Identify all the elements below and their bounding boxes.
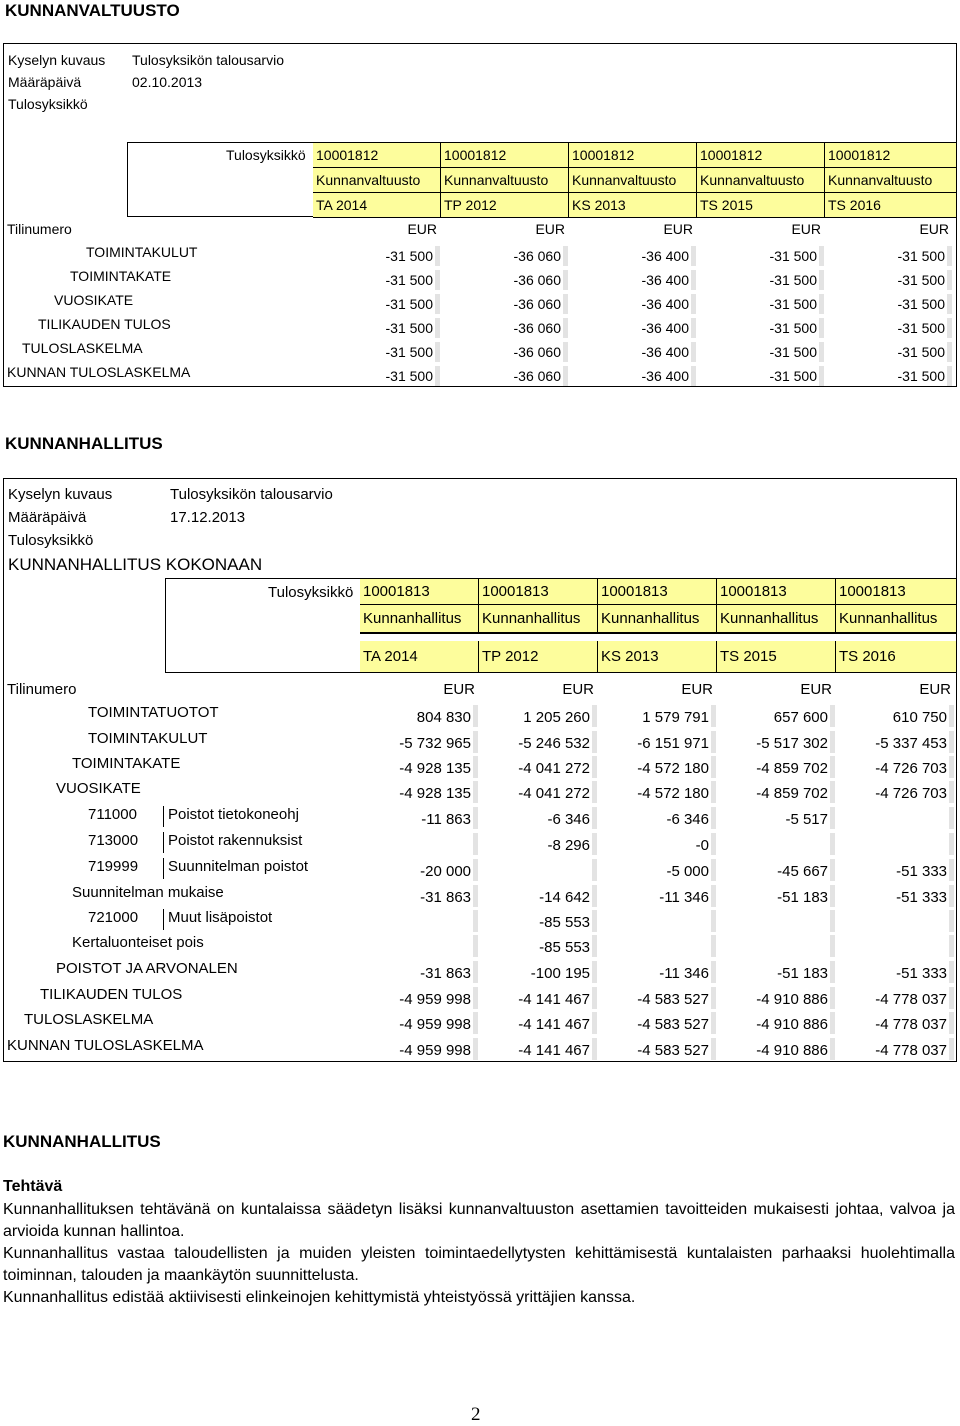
table-cell: -4 859 702	[756, 785, 828, 802]
table-cell: -4 141 467	[518, 1042, 590, 1059]
table-cell: -31 500	[769, 296, 817, 312]
table-cell: -85 553	[539, 939, 590, 956]
cell-shade	[592, 756, 597, 778]
table-cell: 657 600	[773, 709, 828, 726]
row-label: KUNNAN TULOSLASKELMA	[7, 364, 191, 380]
table-cell: -36 400	[641, 272, 689, 288]
cell-shade	[435, 318, 440, 338]
header-cell: Kunnanhallitus	[479, 605, 598, 633]
row-label: TOIMINTAKULUT	[88, 730, 208, 747]
header-cell: 10001813	[836, 579, 957, 605]
row-separator	[163, 858, 164, 879]
table-cell: -20 000	[420, 863, 471, 880]
cell-shade	[435, 342, 440, 362]
table-cell: -36 060	[513, 248, 561, 264]
table-cell: -14 642	[539, 889, 590, 906]
account-code: 713000	[88, 832, 139, 849]
cell-shade	[473, 705, 478, 727]
cell-shade	[830, 885, 835, 907]
table-cell: -4 141 467	[518, 991, 590, 1008]
table-cell: -5 517 302	[756, 735, 828, 752]
cell-shade	[592, 731, 597, 753]
cell-shade	[435, 270, 440, 290]
table-cell: -51 333	[896, 889, 947, 906]
table-cell: -4 583 527	[637, 991, 709, 1008]
row-label: TOIMINTAKATE	[70, 268, 172, 284]
table-cell: -31 500	[897, 344, 945, 360]
account-code: 721000	[88, 909, 139, 926]
row-label: Poistot tietokoneohj	[168, 806, 299, 823]
header-cell: Kunnanvaltuusto	[441, 168, 569, 193]
text-subheading: Tehtävä	[3, 1178, 63, 1195]
meta-value: Tulosyksikön talousarvio	[132, 52, 284, 68]
cell-shade	[947, 294, 952, 314]
header-cell: TA 2014	[360, 641, 479, 673]
cell-shade	[592, 859, 597, 881]
header-cell: Kunnanvaltuusto	[697, 168, 825, 193]
meta-label: Tulosyksikkö	[8, 96, 88, 112]
table-cell: -4 959 998	[399, 1016, 471, 1033]
currency-label: EUR	[663, 221, 693, 237]
cell-shade	[691, 318, 696, 338]
cell-shade	[592, 781, 597, 803]
table-cell: -11 863	[421, 811, 471, 828]
table-cell: -4 778 037	[875, 1042, 947, 1059]
header-cell: 10001812	[313, 143, 441, 168]
cell-shade	[563, 342, 568, 362]
header-cell: Kunnanvaltuusto	[569, 168, 697, 193]
table-cell: -31 500	[897, 248, 945, 264]
table-cell: -5 000	[666, 863, 709, 880]
cell-shade	[592, 935, 597, 957]
header-cell: 10001813	[717, 579, 836, 605]
table-cell: -36 060	[513, 320, 561, 336]
table-cell: -31 500	[769, 368, 817, 384]
cell-shade	[711, 859, 716, 881]
row-label: VUOSIKATE	[54, 292, 134, 308]
row-label: Kertaluonteiset pois	[72, 934, 204, 951]
header-cell: 10001813	[598, 579, 717, 605]
table-cell	[836, 811, 949, 831]
cell-shade	[830, 705, 835, 727]
cell-shade	[435, 294, 440, 314]
table-cell	[360, 837, 473, 857]
cell-shade	[949, 1038, 954, 1060]
cell-shade	[473, 833, 478, 855]
cell-shade	[711, 833, 716, 855]
table-cell: -4 572 180	[637, 760, 709, 777]
account-code: 711000	[88, 806, 137, 823]
currency-label: EUR	[562, 681, 594, 698]
table-cell	[717, 837, 830, 857]
table-cell: -31 500	[897, 272, 945, 288]
table-cell	[717, 914, 830, 934]
cell-shade	[563, 270, 568, 290]
cell-shade	[949, 833, 954, 855]
cell-shade	[435, 366, 440, 386]
currency-label: EUR	[535, 221, 565, 237]
cell-shade	[949, 731, 954, 753]
table-cell: -100 195	[530, 965, 590, 982]
header-cell: Kunnanhallitus	[598, 605, 717, 633]
meta-label: Määräpäivä	[8, 74, 82, 90]
cell-shade	[592, 885, 597, 907]
page-number: 2	[471, 1404, 481, 1425]
cell-shade	[949, 1012, 954, 1034]
cell-shade	[830, 859, 835, 881]
section-heading-valtuusto: KUNNANVALTUUSTO	[5, 1, 180, 20]
cell-shade	[435, 246, 440, 266]
table-cell: -4 583 527	[637, 1016, 709, 1033]
table-cell: -31 500	[769, 272, 817, 288]
header-cell: TP 2012	[441, 193, 569, 218]
cell-shade	[473, 935, 478, 957]
row-label: TOIMINTAKULUT	[86, 244, 198, 260]
table-cell: -5 337 453	[875, 735, 947, 752]
row-label: Suunnitelman mukaise	[72, 884, 224, 901]
cell-shade	[830, 731, 835, 753]
table-cell: -4 959 998	[399, 991, 471, 1008]
header-cell: KS 2013	[598, 641, 717, 673]
cell-shade	[949, 910, 954, 932]
cell-shade	[473, 859, 478, 881]
table-cell	[836, 914, 949, 934]
cell-shade	[711, 935, 716, 957]
cell-shade	[711, 885, 716, 907]
header-cell: TS 2016	[836, 641, 957, 673]
table-cell: -4 583 527	[637, 1042, 709, 1059]
cell-shade	[830, 781, 835, 803]
table-cell: -4 910 886	[756, 991, 828, 1008]
table-cell	[360, 939, 473, 959]
currency-label: EUR	[919, 221, 949, 237]
meta-value: 17.12.2013	[170, 509, 246, 526]
row-label: KUNNAN TULOSLASKELMA	[7, 1037, 204, 1054]
cell-shade	[473, 807, 478, 829]
cell-shade	[592, 807, 597, 829]
row-separator	[163, 832, 164, 853]
table-cell: -51 183	[777, 965, 828, 982]
currency-label: EUR	[407, 221, 437, 237]
table-cell: -5 517	[785, 811, 828, 828]
meta-label: Kyselyn kuvaus	[8, 52, 106, 68]
cell-shade	[949, 987, 954, 1009]
table-cell: -45 667	[777, 863, 828, 880]
cell-shade	[473, 961, 478, 983]
table-cell: -31 863	[420, 889, 471, 906]
cell-shade	[592, 833, 597, 855]
cell-shade	[592, 1012, 597, 1034]
header-cell: TS 2015	[717, 641, 836, 673]
cell-shade	[473, 781, 478, 803]
paragraph: Kunnanhallitus vastaa taloudellisten ja muiden yleisten toimintaedellytysten kehittämisestä kuntalaisten parhaaksi huolehtimalla toiminnan, talouden ja maankäytön suunnittelusta.	[3, 1245, 955, 1284]
cell-shade	[949, 961, 954, 983]
header-cell: TS 2015	[697, 193, 825, 218]
cell-shade	[830, 833, 835, 855]
cell-shade	[819, 270, 824, 290]
row-label: POISTOT JA ARVONALEN	[56, 960, 238, 977]
table-cell: -4 572 180	[637, 785, 709, 802]
cell-shade	[949, 807, 954, 829]
account-label: Tilinumero	[7, 681, 77, 698]
table-cell: -31 500	[385, 320, 433, 336]
cell-shade	[711, 910, 716, 932]
currency-label: EUR	[800, 681, 832, 698]
cell-shade	[473, 885, 478, 907]
table-cell: -36 400	[641, 248, 689, 264]
row-separator	[163, 806, 164, 827]
table-cell: -31 500	[385, 272, 433, 288]
table-cell: -31 500	[769, 320, 817, 336]
cell-shade	[949, 885, 954, 907]
cell-shade	[592, 987, 597, 1009]
table-cell: -36 060	[513, 368, 561, 384]
paragraph: Kunnanhallituksen tehtävänä on kuntalaissa säädetyn lisäksi kunnanvaltuuston asettamien tavoitteiden mukaisesti johtaa, valvoa ja arvioida kunnan hallintoa.	[3, 1201, 955, 1240]
cell-shade	[711, 1012, 716, 1034]
cell-shade	[691, 294, 696, 314]
table-cell: -4 041 272	[518, 785, 590, 802]
cell-shade	[711, 961, 716, 983]
cell-shade	[949, 781, 954, 803]
currency-label: EUR	[791, 221, 821, 237]
row-label: TULOSLASKELMA	[22, 340, 143, 356]
cell-shade	[830, 910, 835, 932]
section-heading-hallitus: KUNNANHALLITUS	[5, 434, 163, 453]
cell-shade	[819, 318, 824, 338]
cell-shade	[592, 705, 597, 727]
table-cell: -36 060	[513, 272, 561, 288]
row-label: VUOSIKATE	[56, 780, 141, 797]
cell-shade	[473, 987, 478, 1009]
cell-shade	[691, 270, 696, 290]
cell-shade	[819, 246, 824, 266]
table-cell: -0	[695, 837, 709, 854]
header-cell: 10001813	[360, 579, 479, 605]
header-cell: TP 2012	[479, 641, 598, 673]
account-code: 719999	[88, 858, 139, 875]
cell-shade	[711, 1038, 716, 1060]
paragraph: Kunnanhallitus edistää aktiivisesti elinkeinojen kehittymistä yhteistyössä yrittäjien kanssa.	[3, 1289, 636, 1306]
currency-label: EUR	[919, 681, 951, 698]
header-cell: TS 2016	[825, 193, 957, 218]
table-cell: -6 346	[547, 811, 590, 828]
table-cell: -6 151 971	[637, 735, 709, 752]
row-label: Muut lisäpoistot	[168, 909, 273, 926]
cell-shade	[947, 246, 952, 266]
meta-value: Tulosyksikön talousarvio	[170, 486, 333, 503]
unit-label: Tulosyksikkö	[226, 147, 306, 163]
header-cell: KS 2013	[569, 193, 697, 218]
table-cell: -31 500	[897, 320, 945, 336]
table-cell: -5 732 965	[399, 735, 471, 752]
table-cell: -5 246 532	[518, 735, 590, 752]
table-cell: -4 859 702	[756, 760, 828, 777]
cell-shade	[711, 807, 716, 829]
table-cell: -8 296	[547, 837, 590, 854]
header-cell: 10001812	[825, 143, 957, 168]
table-cell: -51 183	[777, 889, 828, 906]
row-label: TOIMINTAKATE	[72, 755, 181, 772]
row-label: TOIMINTATUOTOT	[88, 704, 219, 721]
text-heading: KUNNANHALLITUS	[3, 1132, 161, 1151]
table-cell: -6 346	[666, 811, 709, 828]
header-cell: 10001812	[441, 143, 569, 168]
meta-label: Kyselyn kuvaus	[8, 486, 113, 503]
table-cell: -4 726 703	[875, 785, 947, 802]
table-cell	[836, 939, 949, 959]
table-cell: -31 500	[769, 248, 817, 264]
cell-shade	[830, 807, 835, 829]
header-cell: TA 2014	[313, 193, 441, 218]
table-cell: -31 500	[385, 248, 433, 264]
cell-shade	[592, 1038, 597, 1060]
currency-label: EUR	[681, 681, 713, 698]
currency-label: EUR	[443, 681, 475, 698]
row-label: TILIKAUDEN TULOS	[40, 986, 183, 1003]
cell-shade	[830, 935, 835, 957]
table-cell: 1 205 260	[523, 709, 590, 726]
cell-shade	[592, 910, 597, 932]
table-cell: -31 863	[420, 965, 471, 982]
header-gap	[360, 633, 957, 641]
table-cell: -4 910 886	[756, 1016, 828, 1033]
table-cell	[598, 939, 711, 959]
table-cell: 610 750	[892, 709, 947, 726]
row-label: Poistot rakennuksist	[168, 832, 303, 849]
cell-shade	[947, 366, 952, 386]
cell-shade	[711, 987, 716, 1009]
meta-label: Tulosyksikkö	[8, 532, 94, 549]
table-cell: -36 060	[513, 344, 561, 360]
table-cell: -4 778 037	[875, 991, 947, 1008]
unit-name: KUNNANHALLITUS KOKONAAN	[8, 555, 263, 574]
cell-shade	[563, 366, 568, 386]
cell-shade	[711, 705, 716, 727]
header-cell: Kunnanvaltuusto	[825, 168, 957, 193]
header-cell: Kunnanhallitus	[836, 605, 957, 633]
cell-shade	[949, 859, 954, 881]
meta-label: Määräpäivä	[8, 509, 87, 526]
table-cell: -36 400	[641, 344, 689, 360]
cell-shade	[949, 756, 954, 778]
cell-shade	[949, 705, 954, 727]
cell-shade	[830, 1038, 835, 1060]
row-separator	[163, 909, 164, 930]
table-cell: -4 041 272	[518, 760, 590, 777]
row-label: Suunnitelman poistot	[168, 858, 309, 875]
cell-shade	[949, 935, 954, 957]
cell-shade	[819, 294, 824, 314]
table-cell: -4 959 998	[399, 1042, 471, 1059]
table-cell: -11 346	[659, 889, 709, 906]
table-cell: -11 346	[659, 965, 709, 982]
cell-shade	[563, 294, 568, 314]
table-cell: -36 060	[513, 296, 561, 312]
table-cell: -4 726 703	[875, 760, 947, 777]
unit-label: Tulosyksikkö	[268, 584, 354, 601]
cell-shade	[711, 781, 716, 803]
cell-shade	[691, 246, 696, 266]
cell-shade	[830, 756, 835, 778]
cell-shade	[711, 756, 716, 778]
table-cell: 1 579 791	[642, 709, 709, 726]
table-cell: -36 400	[641, 320, 689, 336]
table-cell	[717, 939, 830, 959]
text-body	[3, 1199, 955, 1309]
cell-shade	[473, 1038, 478, 1060]
table-cell: -4 778 037	[875, 1016, 947, 1033]
header-cell: 10001812	[697, 143, 825, 168]
header-cell: 10001812	[569, 143, 697, 168]
table-cell: -31 500	[385, 368, 433, 384]
cell-shade	[563, 318, 568, 338]
cell-shade	[711, 731, 716, 753]
cell-shade	[691, 342, 696, 362]
cell-shade	[473, 756, 478, 778]
table-cell: -31 500	[385, 344, 433, 360]
cell-shade	[819, 366, 824, 386]
cell-shade	[819, 342, 824, 362]
account-label: Tilinumero	[7, 221, 72, 237]
table-cell: -4 910 886	[756, 1042, 828, 1059]
cell-shade	[563, 246, 568, 266]
table-cell: -31 500	[897, 296, 945, 312]
cell-shade	[473, 910, 478, 932]
table-cell	[479, 863, 592, 883]
header-cell: Kunnanhallitus	[360, 605, 479, 633]
table-cell: -4 928 135	[399, 785, 471, 802]
table-cell	[598, 914, 711, 934]
table-cell: -51 333	[896, 965, 947, 982]
row-label: TULOSLASKELMA	[24, 1011, 154, 1028]
cell-shade	[691, 366, 696, 386]
table-cell	[836, 837, 949, 857]
table-cell	[360, 914, 473, 934]
header-cell: Kunnanvaltuusto	[313, 168, 441, 193]
cell-shade	[830, 1012, 835, 1034]
cell-shade	[473, 1012, 478, 1034]
table-cell: -31 500	[769, 344, 817, 360]
table-cell: 804 830	[416, 709, 471, 726]
table-cell: -31 500	[897, 368, 945, 384]
header-cell: 10001813	[479, 579, 598, 605]
cell-shade	[830, 987, 835, 1009]
table-cell: -31 500	[385, 296, 433, 312]
table-cell: -51 333	[896, 863, 947, 880]
cell-shade	[947, 270, 952, 290]
cell-shade	[473, 731, 478, 753]
table-cell: -4 141 467	[518, 1016, 590, 1033]
cell-shade	[947, 342, 952, 362]
cell-shade	[947, 318, 952, 338]
header-cell: Kunnanhallitus	[717, 605, 836, 633]
table-cell: -36 400	[641, 296, 689, 312]
cell-shade	[830, 961, 835, 983]
cell-shade	[592, 961, 597, 983]
table-cell: -4 928 135	[399, 760, 471, 777]
table-cell: -85 553	[539, 914, 590, 931]
table-cell: -36 400	[641, 368, 689, 384]
row-label: TILIKAUDEN TULOS	[38, 316, 171, 332]
meta-value: 02.10.2013	[132, 74, 203, 90]
